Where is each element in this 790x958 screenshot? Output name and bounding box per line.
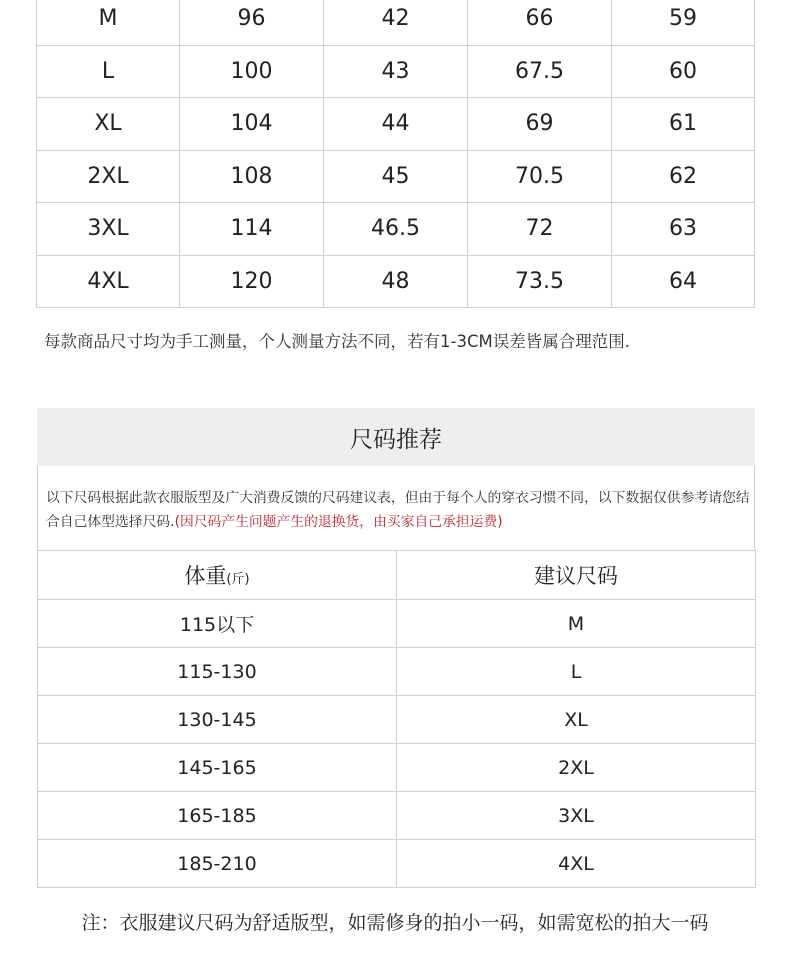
size-chart-table [36,0,755,308]
description-text: 以下尺码根据此款衣服版型及广大消费反馈的尺码建议表，但由于每个人的穿衣习惯不同，以下数据仅供参考请您结合自己体型选择尺码. [46,490,750,530]
size-cell: M [37,0,180,45]
table-row [37,0,755,45]
size-cell: 3XL [397,792,756,840]
measure-cell: 44 [324,98,468,151]
table-row [38,600,756,648]
size-cell: M [397,600,756,648]
measure-cell: 60 [612,45,755,98]
measure-cell: 43 [324,45,468,98]
measure-cell: 59 [612,0,755,45]
table-row [37,150,755,203]
measure-cell: 108 [180,150,324,203]
weight-cell: 185-210 [38,840,397,888]
measure-cell: 73.5 [468,255,612,308]
measure-cell: 64 [612,255,755,308]
table-row [37,203,755,256]
recommendation-description [37,466,755,550]
measure-cell: 63 [612,203,755,256]
size-cell: XL [397,696,756,744]
weight-header [38,551,397,600]
measure-cell: 42 [324,0,468,45]
size-cell: L [397,648,756,696]
size-recommendation-table [37,550,756,888]
weight-header-label: 体重 [184,564,227,588]
table-row [38,744,756,792]
size-cell: 4XL [397,840,756,888]
measure-cell: 62 [612,150,755,203]
size-cell: 2XL [37,150,180,203]
measure-cell: 114 [180,203,324,256]
table-row [38,648,756,696]
weight-unit: (斤) [226,572,250,587]
size-cell: 4XL [37,255,180,308]
measure-cell: 104 [180,98,324,151]
weight-cell: 115-130 [38,648,397,696]
weight-cell: 145-165 [38,744,397,792]
measure-cell: 120 [180,255,324,308]
measure-cell: 45 [324,150,468,203]
measure-cell: 67.5 [468,45,612,98]
return-warning: (因尺码产生问题产生的退换货，由买家自己承担运费) [174,514,503,530]
measure-cell: 72 [468,203,612,256]
measure-cell: 61 [612,98,755,151]
measure-cell: 69 [468,98,612,151]
measure-cell: 48 [324,255,468,308]
table-row [38,840,756,888]
size-cell: 2XL [397,744,756,792]
weight-cell: 165-185 [38,792,397,840]
measurement-note: 每款商品尺寸均为手工测量，个人测量方法不同，若有1-3CM误差皆属合理范围. [44,332,630,351]
table-row [37,98,755,151]
weight-cell: 115以下 [38,600,397,648]
measure-cell: 46.5 [324,203,468,256]
footer-note: 注：衣服建议尺码为舒适版型，如需修身的拍小一码，如需宽松的拍大一码 [81,912,709,934]
table-header-row [38,551,756,600]
size-cell: XL [37,98,180,151]
recommendation-title: 尺码推荐 [37,408,755,466]
table-row [37,255,755,308]
size-header: 建议尺码 [397,551,756,600]
table-row [38,792,756,840]
weight-cell: 130-145 [38,696,397,744]
measure-cell: 70.5 [468,150,612,203]
size-cell: 3XL [37,203,180,256]
measure-cell: 100 [180,45,324,98]
table-row [37,45,755,98]
table-row [38,696,756,744]
measure-cell: 96 [180,0,324,45]
size-cell: L [37,45,180,98]
measure-cell: 66 [468,0,612,45]
